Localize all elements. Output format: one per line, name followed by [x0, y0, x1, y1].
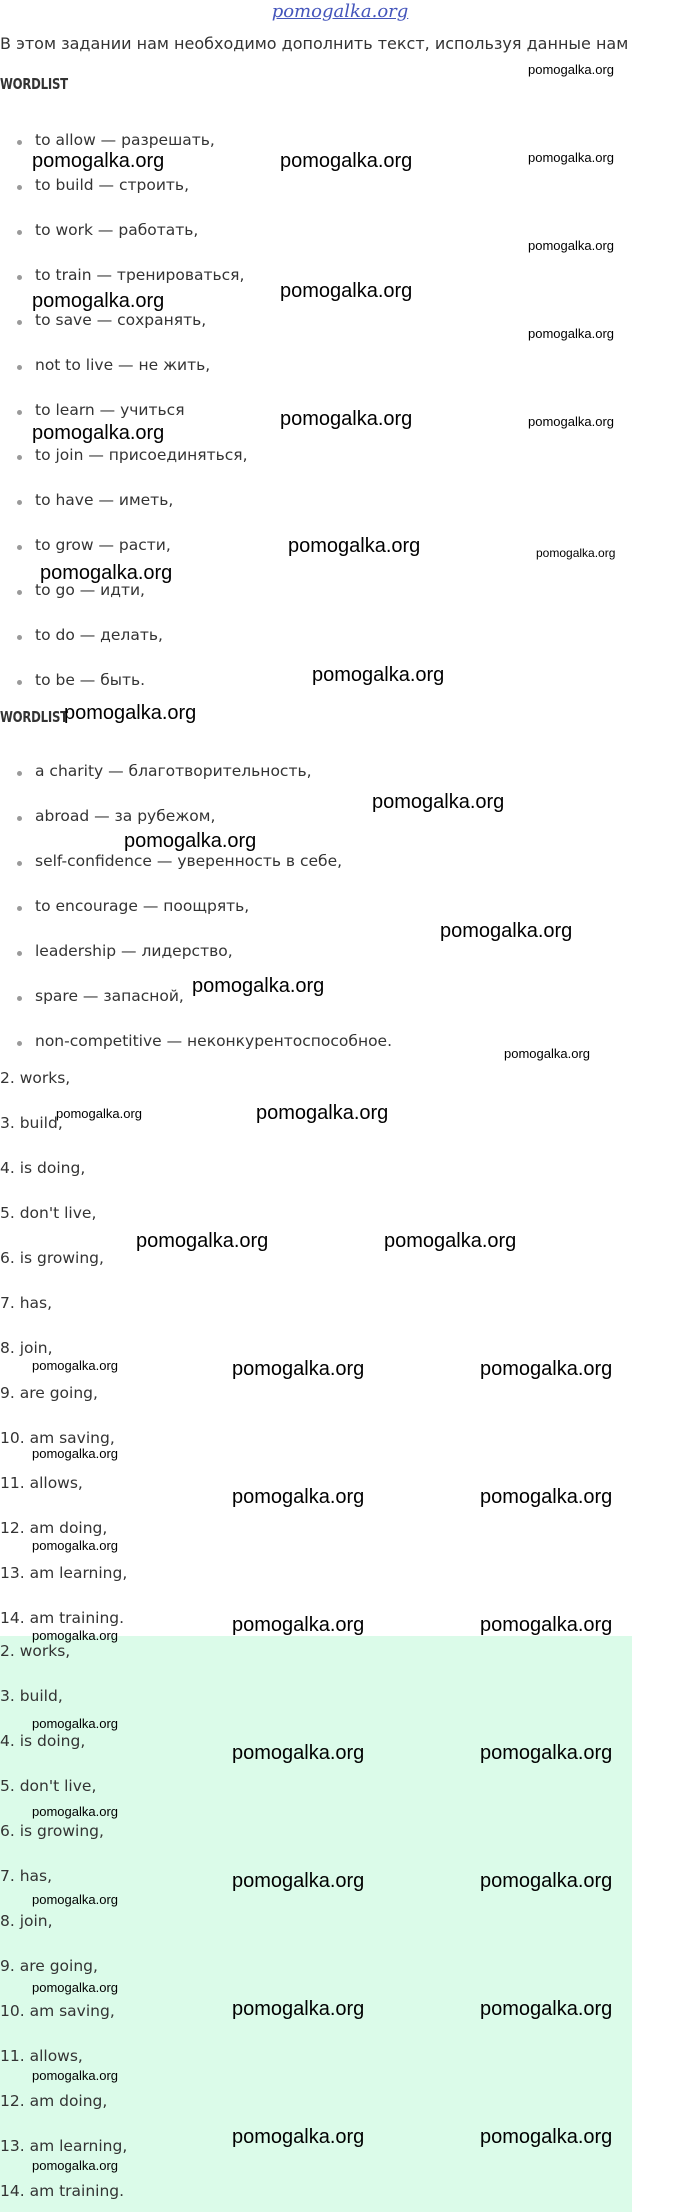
watermark: pomogalka.org — [232, 1870, 365, 1892]
highlighted-answer-line — [0, 1777, 96, 1795]
watermark: pomogalka.org — [32, 1628, 118, 1643]
answer-line — [0, 1339, 53, 1357]
wordlist-item-text: to build — строить, — [35, 176, 189, 194]
answer-line-text: 13. am learning, — [0, 1564, 128, 1582]
watermark: pomogalka.org — [232, 1998, 365, 2020]
answer-line-text: 4. is doing, — [0, 1159, 86, 1177]
answer-line-text: 9. are going, — [0, 1384, 98, 1402]
watermark: pomogalka.org — [480, 1486, 613, 1508]
answer-line — [0, 1474, 83, 1492]
watermark: pomogalka.org — [124, 830, 257, 852]
answer-line-text: 7. has, — [0, 1294, 53, 1312]
answer-line-text: 6. is growing, — [0, 1249, 104, 1267]
wordlist-item-text: self-confidence — уверенность в себе, — [35, 852, 343, 870]
watermark: pomogalka.org — [32, 2158, 118, 2173]
wordlist-item-text: leadership — лидерство, — [35, 942, 233, 960]
wordlist-item-text: to do — делать, — [35, 626, 163, 644]
highlighted-answer-line — [0, 2182, 124, 2200]
answer-line — [0, 1249, 104, 1267]
watermark: pomogalka.org — [288, 535, 421, 557]
wordlist-item — [35, 311, 206, 329]
watermark: pomogalka.org — [232, 1486, 365, 1508]
wordlist-item-text: a charity — благотворительность, — [35, 762, 312, 780]
bullet-icon — [17, 816, 22, 821]
watermark: pomogalka.org — [280, 280, 413, 302]
wordlist-item — [35, 176, 189, 194]
answer-line-text: 11. allows, — [0, 1474, 83, 1492]
watermark: pomogalka.org — [528, 414, 614, 429]
bullet-icon — [17, 410, 22, 415]
watermark: pomogalka.org — [480, 1998, 613, 2020]
highlighted-answer-line-text: 6. is growing, — [0, 1822, 104, 1840]
watermark: pomogalka.org — [32, 1446, 118, 1461]
wordlist-item-text: to join — присоединяться, — [35, 446, 248, 464]
bullet-icon — [17, 680, 22, 685]
watermark: pomogalka.org — [480, 1358, 613, 1380]
watermark: pomogalka.org — [280, 150, 413, 172]
highlighted-answer-line — [0, 2092, 107, 2110]
bullet-icon — [17, 1041, 22, 1046]
highlighted-answer-line-text: 2. works, — [0, 1642, 71, 1660]
wordlist-item-text: to allow — разрешать, — [35, 131, 215, 149]
wordlist-item — [35, 942, 233, 960]
wordlist-item — [35, 536, 171, 554]
watermark: pomogalka.org — [32, 1716, 118, 1731]
wordlist-item-text: to train — тренироваться, — [35, 266, 245, 284]
watermark: pomogalka.org — [232, 1358, 365, 1380]
wordlist-item — [35, 131, 215, 149]
watermark: pomogalka.org — [32, 1980, 118, 1995]
wordlist-item — [35, 356, 210, 374]
bullet-icon — [17, 771, 22, 776]
watermark: pomogalka.org — [232, 1614, 365, 1636]
highlighted-answer-line — [0, 1687, 63, 1705]
watermark: pomogalka.org — [528, 150, 614, 165]
highlighted-answer-line-text: 11. allows, — [0, 2047, 83, 2065]
wordlist-item — [35, 671, 145, 689]
highlighted-answer-line — [0, 1732, 85, 1750]
wordlist-item — [35, 401, 185, 419]
wordlist-heading-2: WORDLIST — [0, 708, 68, 726]
bullet-icon — [17, 140, 22, 145]
watermark: pomogalka.org — [504, 1046, 590, 1061]
watermark: pomogalka.org — [372, 791, 505, 813]
watermark: pomogalka.org — [56, 1106, 142, 1121]
wordlist-item — [35, 266, 244, 284]
watermark: pomogalka.org — [192, 975, 325, 997]
answer-line-text: 10. am saving, — [0, 1429, 115, 1447]
highlighted-answer-line — [0, 1867, 52, 1885]
wordlist-item — [35, 897, 249, 915]
intro-text: В этом задании нам необходимо дополнить текст, используя данные нам — [0, 34, 629, 53]
wordlist-item-text: to be — быть. — [35, 671, 146, 689]
wordlist-item — [35, 987, 184, 1005]
answer-line — [0, 1069, 70, 1087]
bullet-icon — [17, 861, 22, 866]
watermark: pomogalka.org — [32, 422, 165, 444]
answer-line — [0, 1114, 63, 1132]
highlighted-answer-line-text: 7. has, — [0, 1867, 53, 1885]
highlighted-answer-line — [0, 2137, 127, 2155]
watermark: pomogalka.org — [312, 664, 445, 686]
answer-line — [0, 1609, 124, 1627]
answer-line-text: 5. don't live, — [0, 1204, 97, 1222]
answer-line — [0, 1159, 85, 1177]
watermark: pomogalka.org — [256, 1102, 389, 1124]
bullet-icon — [17, 320, 22, 325]
wordlist-item — [35, 491, 173, 509]
wordlist-item-text: to encourage — поощрять, — [35, 897, 250, 915]
answer-line-text: 8. join, — [0, 1339, 53, 1357]
highlighted-answer-line-text: 4. is doing, — [0, 1732, 86, 1750]
answer-line-text: 14. am training. — [0, 1609, 125, 1627]
watermark: pomogalka.org — [64, 702, 197, 724]
wordlist-item-text: to learn — учиться — [35, 401, 185, 419]
highlighted-answer-line — [0, 1642, 70, 1660]
watermark: pomogalka.org — [480, 1742, 613, 1764]
bullet-icon — [17, 590, 22, 595]
bullet-icon — [17, 906, 22, 911]
wordlist-item — [35, 221, 198, 239]
watermark: pomogalka.org — [32, 1538, 118, 1553]
watermark: pomogalka.org — [32, 1358, 118, 1373]
answer-line — [0, 1519, 107, 1537]
highlighted-answer-line-text: 14. am training. — [0, 2182, 125, 2200]
highlighted-answer-line — [0, 1957, 98, 1975]
wordlist-heading-1: WORDLIST — [0, 75, 68, 93]
bullet-icon — [17, 635, 22, 640]
watermark: pomogalka.org — [480, 2126, 613, 2148]
watermark: pomogalka.org — [136, 1230, 269, 1252]
watermark: pomogalka.org — [480, 1870, 613, 1892]
highlighted-answer-line — [0, 2047, 83, 2065]
bullet-icon — [17, 996, 22, 1001]
watermark: pomogalka.org — [32, 290, 165, 312]
wordlist-item-text: non-competitive — неконкурентоспособное. — [35, 1032, 393, 1050]
wordlist-item-text: spare — запасной, — [35, 987, 184, 1005]
highlighted-answer-line — [0, 2002, 115, 2020]
answer-line-text: 3. build, — [0, 1114, 63, 1132]
bullet-icon — [17, 455, 22, 460]
bullet-icon — [17, 545, 22, 550]
answer-line-text: 2. works, — [0, 1069, 71, 1087]
wordlist-item — [35, 446, 248, 464]
answer-line — [0, 1204, 96, 1222]
bullet-icon — [17, 500, 22, 505]
site-logo[interactable]: pomogalka.org — [271, 1, 409, 22]
wordlist-item — [35, 626, 163, 644]
highlighted-answer-line-text: 10. am saving, — [0, 2002, 115, 2020]
wordlist-item-text: to have — иметь, — [35, 491, 174, 509]
wordlist-item — [35, 762, 312, 780]
watermark: pomogalka.org — [32, 150, 165, 172]
wordlist-item-text: to save — сохранять, — [35, 311, 207, 329]
highlighted-answer-line-text: 12. am doing, — [0, 2092, 108, 2110]
bullet-icon — [17, 951, 22, 956]
highlighted-answer-line-text: 9. are going, — [0, 1957, 98, 1975]
watermark: pomogalka.org — [32, 1804, 118, 1819]
watermark: pomogalka.org — [528, 62, 614, 77]
answer-line — [0, 1564, 127, 1582]
bullet-icon — [17, 185, 22, 190]
answer-line — [0, 1384, 98, 1402]
watermark: pomogalka.org — [32, 1892, 118, 1907]
bullet-icon — [17, 365, 22, 370]
highlighted-answer-line-text: 13. am learning, — [0, 2137, 128, 2155]
watermark: pomogalka.org — [40, 562, 173, 584]
watermark: pomogalka.org — [32, 2068, 118, 2083]
wordlist-item — [35, 1032, 392, 1050]
wordlist-item-text: to go — идти, — [35, 581, 145, 599]
wordlist-item — [35, 852, 342, 870]
bullet-icon — [17, 275, 22, 280]
highlighted-answer-line-text: 8. join, — [0, 1912, 53, 1930]
watermark: pomogalka.org — [536, 546, 616, 560]
highlighted-answer-line-text: 3. build, — [0, 1687, 63, 1705]
watermark: pomogalka.org — [280, 408, 413, 430]
wordlist-item-text: abroad — за рубежом, — [35, 807, 216, 825]
wordlist-item — [35, 807, 215, 825]
highlighted-answer-line — [0, 1822, 104, 1840]
watermark: pomogalka.org — [480, 1614, 613, 1636]
watermark: pomogalka.org — [528, 238, 614, 253]
watermark: pomogalka.org — [440, 920, 573, 942]
answer-line-text: 12. am doing, — [0, 1519, 108, 1537]
answer-line — [0, 1429, 115, 1447]
answer-line — [0, 1294, 52, 1312]
wordlist-item-text: not to live — не жить, — [35, 356, 211, 374]
wordlist-item-text: to grow — расти, — [35, 536, 171, 554]
bullet-icon — [17, 230, 22, 235]
watermark: pomogalka.org — [384, 1230, 517, 1252]
wordlist-item-text: to work — работать, — [35, 221, 199, 239]
watermark: pomogalka.org — [528, 326, 614, 341]
watermark: pomogalka.org — [232, 1742, 365, 1764]
watermark: pomogalka.org — [232, 2126, 365, 2148]
highlighted-answer-line-text: 5. don't live, — [0, 1777, 97, 1795]
highlighted-answer-line — [0, 1912, 53, 1930]
